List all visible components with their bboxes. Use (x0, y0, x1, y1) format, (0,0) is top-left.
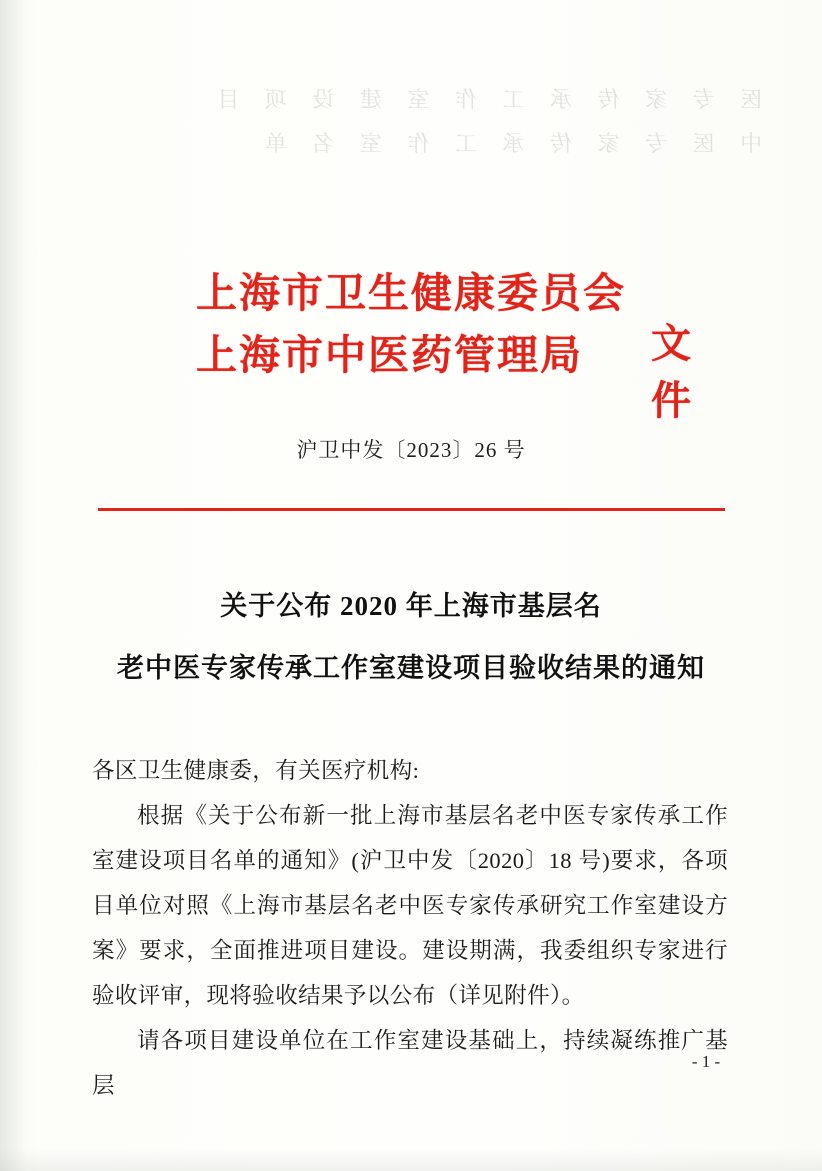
showthrough-line-2: 中 医 专 家 传 承 工 作 室 名 单 (254, 131, 762, 156)
title-line-2: 老中医专家传承工作室建设项目验收结果的通知 (117, 653, 705, 683)
body-paragraph-2: 请各项目建设单位在工作室建设基础上，持续凝练推广基层 (92, 1028, 728, 1098)
document-number: 沪卫中发〔2023〕26 号 (296, 438, 526, 462)
showthrough-line-1: 医 专 家 传 承 工 作 室 建 设 项 目 (207, 87, 762, 112)
showthrough-watermark (95, 78, 762, 168)
organization-line-1: 上海市卫生健康委员会 (196, 270, 626, 316)
salutation: 各区卫生健康委，有关医疗机构: (92, 758, 420, 783)
title-line-1: 关于公布 2020 年上海市基层名 (220, 591, 602, 621)
body-paragraph-1: 根据《关于公布新一批上海市基层名老中医专家传承工作室建设项目名单的通知》(沪卫中发〔2020〕18 号)要求，各项目单位对照《上海市基层名老中医专家传承研究工作室建设方案》要求，全面推进项目建设。建设期满，我委组织专家进行验收评审，现将验收结果予以公布（详见附件）。 (92, 803, 728, 1008)
issuing-organizations (196, 262, 694, 423)
page-number: - 1 - (691, 1052, 721, 1071)
document-title (0, 575, 822, 699)
masthead (0, 262, 822, 423)
red-divider-rule (98, 508, 725, 511)
document-word-label: 文件 (651, 321, 694, 423)
organization-line-2: 上海市中医药管理局 (196, 332, 583, 378)
page-bottom-shadow (0, 1149, 822, 1171)
